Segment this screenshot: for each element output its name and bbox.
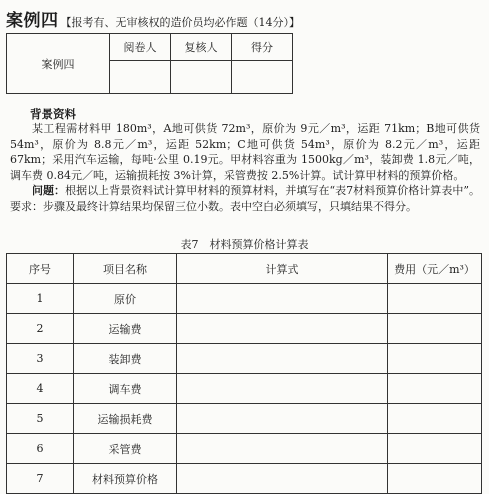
- score-col-reviewer: 阅卷人: [110, 34, 171, 61]
- row-formula-cell[interactable]: [177, 434, 388, 464]
- row-cost-cell[interactable]: [388, 374, 482, 404]
- row-cost-cell[interactable]: [388, 434, 482, 464]
- row-cost-cell[interactable]: [388, 464, 482, 494]
- score-col-checker: 复核人: [171, 34, 232, 61]
- score-cell-score[interactable]: [232, 61, 293, 94]
- score-cell-reviewer[interactable]: [110, 61, 171, 94]
- row-cost-cell[interactable]: [388, 284, 482, 314]
- row-no: 5: [7, 404, 74, 434]
- score-col-score: 得分: [232, 34, 293, 61]
- background-paragraph: 某工程需材料甲 180m³，A地可供货 72m³，原价为 9元／m³，运距 71km；B地可供货 54m³，原价为 8.8元／m³，运距 52km；C地可供货 54m³，原价为 8.2元／m³，运距 67km；采用汽车运输，每吨·公里 0.19元。甲材料容重为 1500kg／m³，装卸费 1.8元／吨，调车费 0.84元／吨，运输损耗按 3%计算，采管费按 2.5%计算。试计算甲材料的预算价格。: [10, 122, 480, 182]
- row-name: 材料预算价格: [74, 464, 177, 494]
- col-header-no: 序号: [7, 254, 74, 284]
- row-no: 7: [7, 464, 74, 494]
- row-name: 运输费: [74, 314, 177, 344]
- table-row: [7, 344, 482, 374]
- table-row: [7, 404, 482, 434]
- table-row: [7, 314, 482, 344]
- table-row: [7, 284, 482, 314]
- score-table: [6, 33, 293, 94]
- row-no: 4: [7, 374, 74, 404]
- score-case-label: 案例四: [7, 34, 110, 94]
- case-title: 案例四: [6, 11, 59, 31]
- row-formula-cell[interactable]: [177, 284, 388, 314]
- price-table: [6, 253, 482, 494]
- col-header-name: 项目名称: [74, 254, 177, 284]
- question-paragraph: [10, 183, 480, 214]
- row-name: 采管费: [74, 434, 177, 464]
- row-name: 原价: [74, 284, 177, 314]
- row-cost-cell[interactable]: [388, 344, 482, 374]
- row-name: 运输损耗费: [74, 404, 177, 434]
- row-formula-cell[interactable]: [177, 344, 388, 374]
- row-formula-cell[interactable]: [177, 404, 388, 434]
- row-no: 2: [7, 314, 74, 344]
- col-header-cost: 费用（元／m³）: [388, 254, 482, 284]
- row-cost-cell[interactable]: [388, 404, 482, 434]
- row-no: 1: [7, 284, 74, 314]
- table-row: [7, 434, 482, 464]
- row-name: 调车费: [74, 374, 177, 404]
- row-formula-cell[interactable]: [177, 374, 388, 404]
- question-label: 问题：: [32, 184, 66, 198]
- row-name: 装卸费: [74, 344, 177, 374]
- row-cost-cell[interactable]: [388, 314, 482, 344]
- row-no: 6: [7, 434, 74, 464]
- price-table-header-row: [7, 254, 482, 284]
- header: [6, 6, 300, 31]
- table-row: [7, 374, 482, 404]
- section-title: 背景资料: [30, 107, 76, 121]
- table-row: [7, 464, 482, 494]
- score-cell-checker[interactable]: [171, 61, 232, 94]
- question-text: 根据以上背景资料试计算甲材料的预算材料，并填写在“表7材料预算价格计算表中”。要求：步骤及最终计算结果均保留三位小数。表中空白必须填写，只填结果不得分。: [10, 184, 481, 213]
- row-no: 3: [7, 344, 74, 374]
- case-note: 【报考有、无审核权的造价员均必作题（14分）】: [60, 16, 300, 29]
- row-formula-cell[interactable]: [177, 464, 388, 494]
- body-text: [10, 121, 480, 215]
- col-header-formula: 计算式: [177, 254, 388, 284]
- row-formula-cell[interactable]: [177, 314, 388, 344]
- table-caption: 表7 材料预算价格计算表: [180, 238, 309, 251]
